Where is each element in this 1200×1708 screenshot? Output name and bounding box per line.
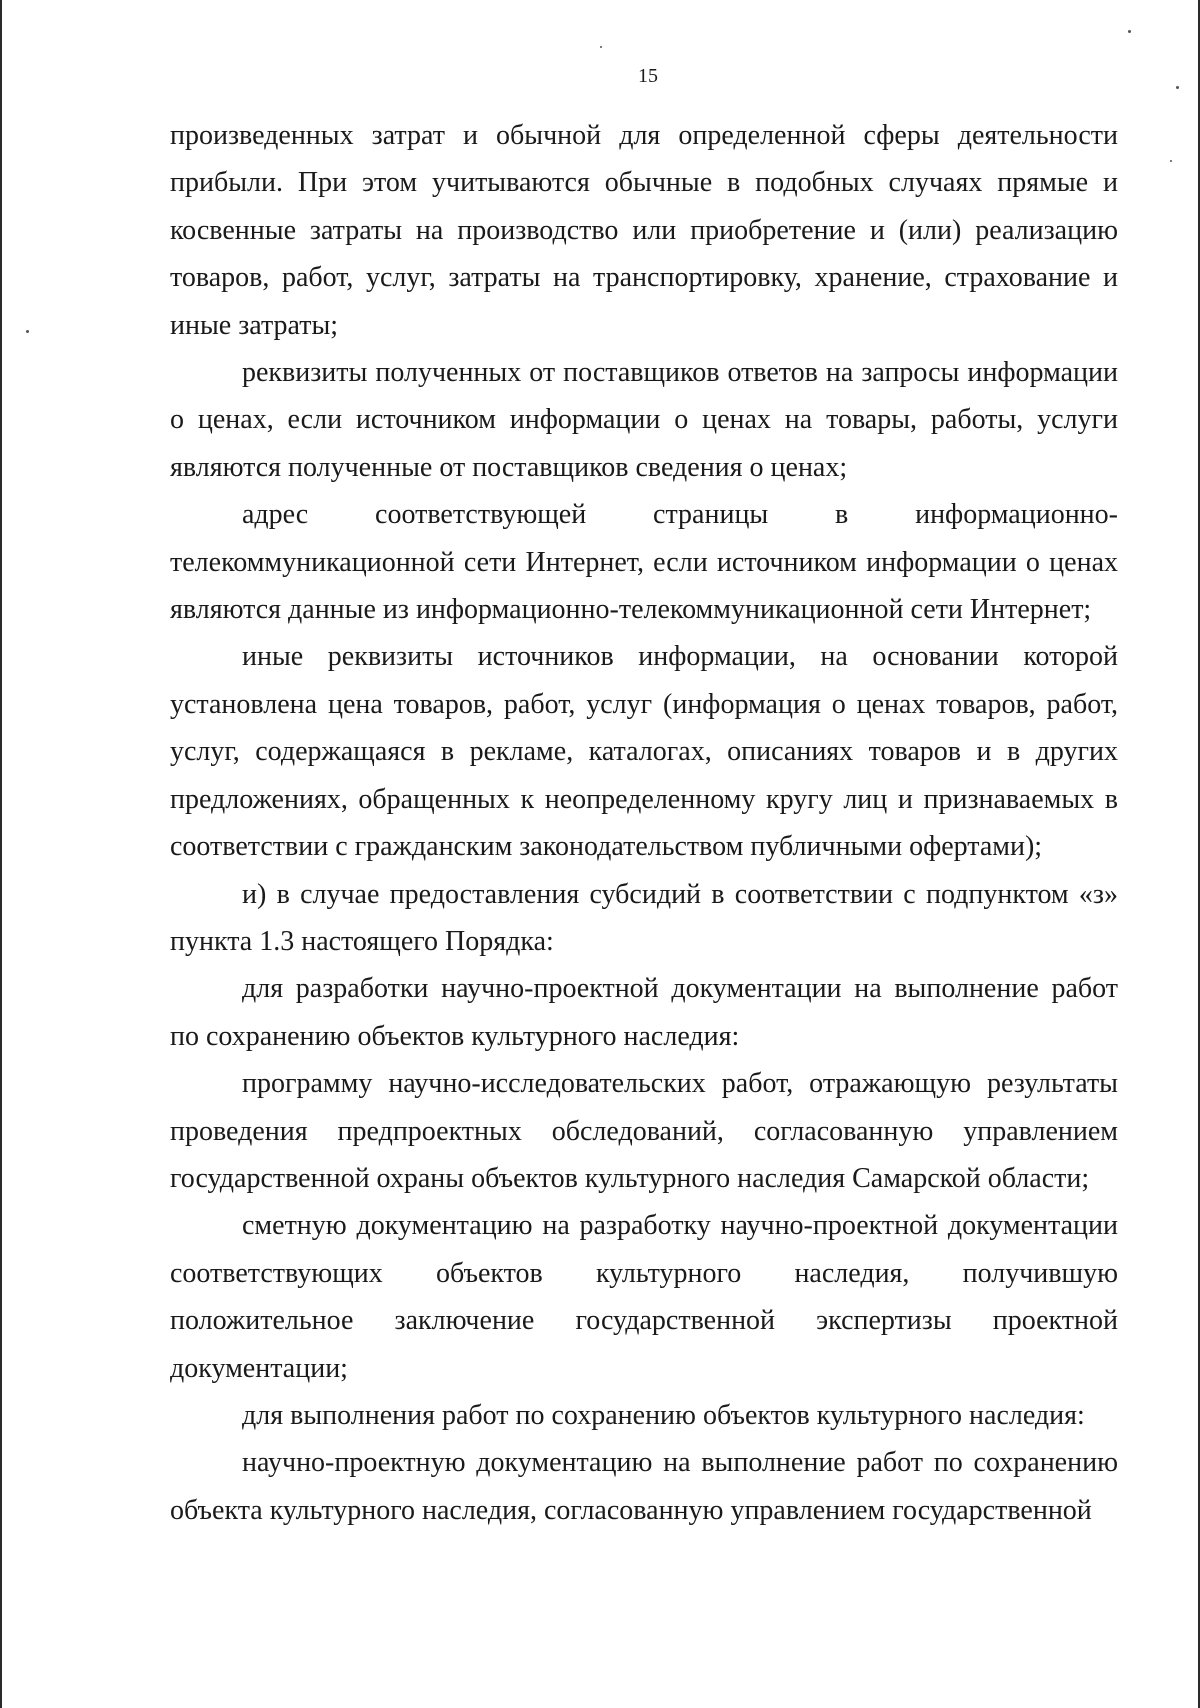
paragraph: и) в случае предоставления субсидий в соответствии с подпунктом «з» пункта 1.3 настоящего Порядка: <box>170 878 1118 957</box>
paragraph: для выполнения работ по сохранению объектов культурного наследия: <box>242 1399 1085 1431</box>
document-body <box>170 112 1118 1534</box>
scan-edge-left <box>0 0 2 1708</box>
scan-speck <box>600 46 602 48</box>
paragraph: сметную документацию на разработку научно-проектной документации соответствующих объектов культурного наследия, получившую положительное заключение государственной экспертизы проектной документации; <box>170 1210 1118 1384</box>
scan-speck <box>26 330 29 333</box>
scan-speck <box>1170 160 1172 162</box>
paragraph: иные реквизиты источников информации, на основании которой установлена цена товаров, работ, услуг (информация о ценах товаров, работ, услуг, содержащаяся в рекламе, каталогах, описаниях товаров и в других предложениях, обращенных к неопределенному кругу лиц и признаваемых в соответствии с гражданским законодательством публичными офертами); <box>170 641 1118 863</box>
scan-speck <box>1128 30 1131 33</box>
paragraph: реквизиты полученных от поставщиков ответов на запросы информации о ценах, если источником информации о ценах на товары, работы, услуги являются полученные от поставщиков сведения о ценах; <box>170 357 1118 483</box>
paragraph: адрес соответствующей страницы в информационно-телекоммуникационной сети Интернет, если источником информации о ценах являются данные из информационно-телекоммуникационной сети Интернет; <box>170 499 1118 626</box>
paragraph: для разработки научно-проектной документации на выполнение работ по сохранению объектов культурного наследия: <box>170 973 1118 1052</box>
paragraph: программу научно-исследовательских работ, отражающую результаты проведения предпроектных обследований, согласованную управлением государственной охраны объектов культурного наследия Самарской области; <box>170 1068 1118 1194</box>
paragraph: научно-проектную документацию на выполнение работ по сохранению объекта культурного наследия, согласованную управлением государственной <box>170 1447 1118 1526</box>
page-number: 15 <box>638 65 658 87</box>
paragraph: произведенных затрат и обычной для определенной сферы деятельности прибыли. При этом учитываются обычные в подобных случаях прямые и косвенные затраты на производство или приобретение и (или) реализацию товаров, работ, услуг, затраты на транспортировку, хранение, страхование и иные затраты; <box>170 120 1118 341</box>
